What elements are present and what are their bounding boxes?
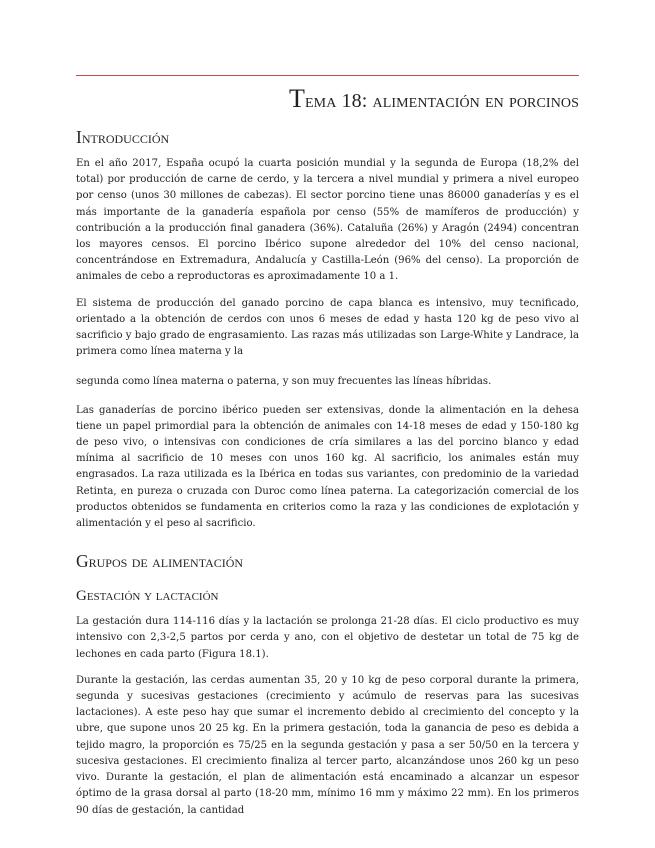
intro-paragraph-4: Las ganaderías de porcino ibérico pueden ser extensivas, donde la alimentación en la dehesa tiene un papel primordial para la obtención de animales con 14-18 meses de edad y 150-180 kg de peso vivo, o intensivas con condiciones de cría similares a las del porcino blanco y edad mínima al sacrificio de 10 meses con unos 160 kg. Al sacrificio, los animales están muy engrasados. La raza utilizada es la Ibérica en todas sus variantes, con predominio de la variedad Retinta, en pureza o cruzada con Duroc como línea paterna. La categorización comercial de los productos obtenidos se fundamenta en criterios como la raza y las condiciones de explotación y alimentación y el peso al sacrificio. xyxy=(76,404,579,530)
section-heading-feeding-groups: Grupos de alimentación xyxy=(76,551,244,572)
intro-paragraph-1: En el año 2017, España ocupó la cuarta posición mundial y la segunda de Europa (18,2% del total) por producción de carne de cerdo, y la tercera a nivel mundial y primera a nivel europeo por censo (unos 30 millones de cabezas). El sector porcino tiene unas 86000 ganaderías y es el más importante de la ganadería española por censo (55% de mamíferos de producción) y contribución a la producción final ganadera (36%). Cataluña (26%) y Aragón (2494) concentran los mayores censos. El porcino Ibérico supone alrededor del 10% del censo nacional, concentrándose en Extremadura, Andalucía y Castilla-León (96% del censo). La proporción de animales de cebo a reproductoras es aproximadamente 10 a 1. xyxy=(76,158,579,283)
intro-paragraph-3: segunda como línea materna o paterna, y son muy frecuentes las líneas híbridas. xyxy=(76,376,492,388)
gestation-paragraph-2: Durante la gestación, las cerdas aumentan 35, 20 y 10 kg de peso corporal durante la primera, segunda y sucesivas gestaciones (crecimiento y acúmulo de reservas para las sucesivas lactaciones). A este peso hay que sumar el incremento debido al crecimiento del concepto y la ubre, que supone unos 20 25 kg. En la primera gestación, toda la ganancia de peso es debida a tejido magro, la proporción es 75/25 en la segunda gestación y pasa a ser 50/50 en la tercera y sucesiva gestaciones. El crecimiento finaliza al tercer parto, alcanzándose unos 260 kg un peso vivo. Durante la gestación, el plan de alimentación está encaminado a alcanzar un espesor óptimo de la grasa dorsal al parto (18-20 mm, mínimo 16 mm y máximo 22 mm). En los primeros 90 días de gestación, la cantidad xyxy=(76,674,579,816)
chapter-title xyxy=(289,84,579,114)
chapter-title-initial: T xyxy=(289,84,306,113)
gestation-paragraph-1: La gestación dura 114-116 días y la lactación se prolonga 21-28 días. El ciclo productivo es muy intensivo con 2,3-2,5 partos por cerda y ano, con el objetivo de destetar un total de 75 kg de lechones en cada parto (Figura 18.1). xyxy=(76,616,579,660)
header-rule xyxy=(76,75,579,76)
intro-paragraph-2: El sistema de producción del ganado porcino de capa blanca es intensivo, muy tecnificado, orientado a la obtención de cerdos con unos 6 meses de edad y hasta 120 kg de peso vivo al sacrificio y bajo grado de engrasamiento. Las razas más utilizadas son Large-White y Landrace, la primera como línea materna y la xyxy=(76,297,579,358)
chapter-title-text: ema 18: alimentación en porcinos xyxy=(305,90,579,112)
document-body xyxy=(76,126,579,819)
section-heading-introduction: Introducción xyxy=(76,127,170,147)
subsection-heading-gestation: Gestación y lactación xyxy=(76,588,219,605)
